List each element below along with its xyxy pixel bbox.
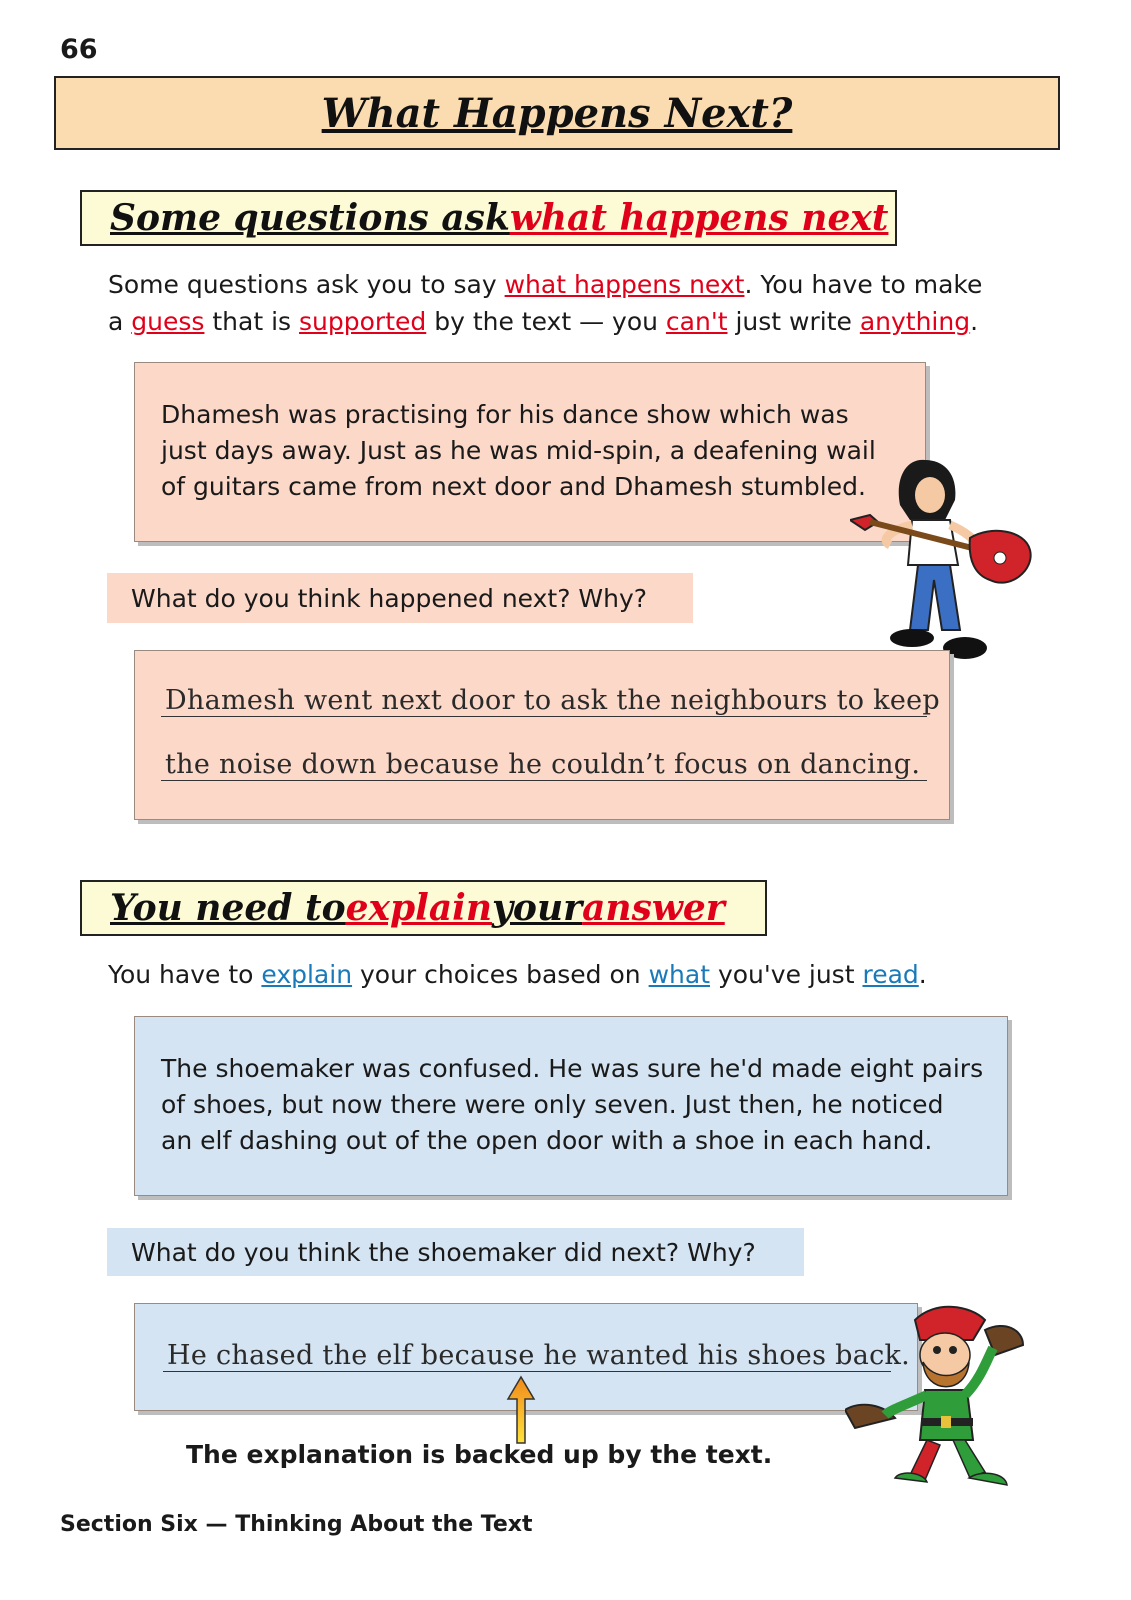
page-title-box [54, 76, 1060, 150]
section2-heading [80, 880, 767, 936]
answer-line: the noise down because he couldn’t focus on dancing. [161, 749, 927, 781]
intro-text: You have to [108, 960, 262, 989]
intro-text: . You have to make [744, 270, 983, 299]
answer-line: He chased the elf because he wanted his shoes back. [163, 1340, 891, 1372]
section1-heading-part1: Some questions ask [110, 197, 510, 239]
page-number: 66 [60, 34, 98, 65]
intro-text: a [108, 307, 132, 336]
section1-intro [108, 266, 982, 340]
section-footer: Section Six — Thinking About the Text [60, 1512, 533, 1537]
intro-text: just write [727, 307, 860, 336]
section1-passage [134, 362, 926, 542]
question-text: What do you think happened next? Why? [131, 583, 648, 613]
intro-text: you've just [710, 960, 863, 989]
intro-text: your choices based on [352, 960, 649, 989]
explanation-caption: The explanation is backed up by the text. [186, 1440, 773, 1469]
highlight-read: read [862, 960, 919, 989]
section1-heading [80, 190, 897, 246]
highlight-explain: explain [261, 960, 353, 989]
answer-line: Dhamesh went next door to ask the neighbours to keep [161, 685, 927, 717]
section2-heading-part3: your [492, 887, 583, 929]
highlight-what-happens-next: what happens next [504, 270, 745, 299]
section2-heading-part1: You need to [110, 887, 346, 929]
highlight-supported: supported [299, 307, 427, 336]
highlight-guess: guess [131, 307, 205, 336]
passage-line: of guitars came from next door and Dhamesh stumbled. [161, 472, 866, 501]
passage-line: The shoemaker was confused. He was sure he'd made eight pairs [161, 1054, 984, 1083]
passage-line: of shoes, but now there were only seven. Just then, he noticed [161, 1090, 944, 1119]
intro-text: . [918, 960, 927, 989]
up-arrow-icon [506, 1375, 536, 1445]
intro-text: by the text — you [426, 307, 666, 336]
highlight-anything: anything [859, 307, 971, 336]
section2-intro [108, 956, 927, 993]
page-title: What Happens Next? [321, 89, 793, 137]
question-text: What do you think the shoemaker did next? Why? [131, 1237, 756, 1267]
intro-text: that is [204, 307, 300, 336]
section2-heading-part2: explain [345, 887, 493, 929]
highlight-cant: can't [665, 307, 728, 336]
section1-heading-part2: what happens next [509, 197, 889, 239]
section1-answer-box [134, 650, 950, 820]
passage-line: an elf dashing out of the open door with a shoe in each hand. [161, 1126, 933, 1155]
intro-text: Some questions ask you to say [108, 270, 505, 299]
section2-question [107, 1228, 804, 1276]
passage-line: just days away. Just as he was mid-spin, a deafening wail [161, 436, 876, 465]
section2-passage [134, 1016, 1008, 1196]
highlight-what: what [648, 960, 711, 989]
intro-text: . [970, 307, 979, 336]
rock-guitarist-illustration [850, 450, 1035, 670]
section2-heading-part4: answer [582, 887, 725, 929]
passage-line: Dhamesh was practising for his dance show which was [161, 400, 849, 429]
elf-with-shoes-illustration [845, 1300, 1030, 1500]
section1-question [107, 573, 693, 623]
